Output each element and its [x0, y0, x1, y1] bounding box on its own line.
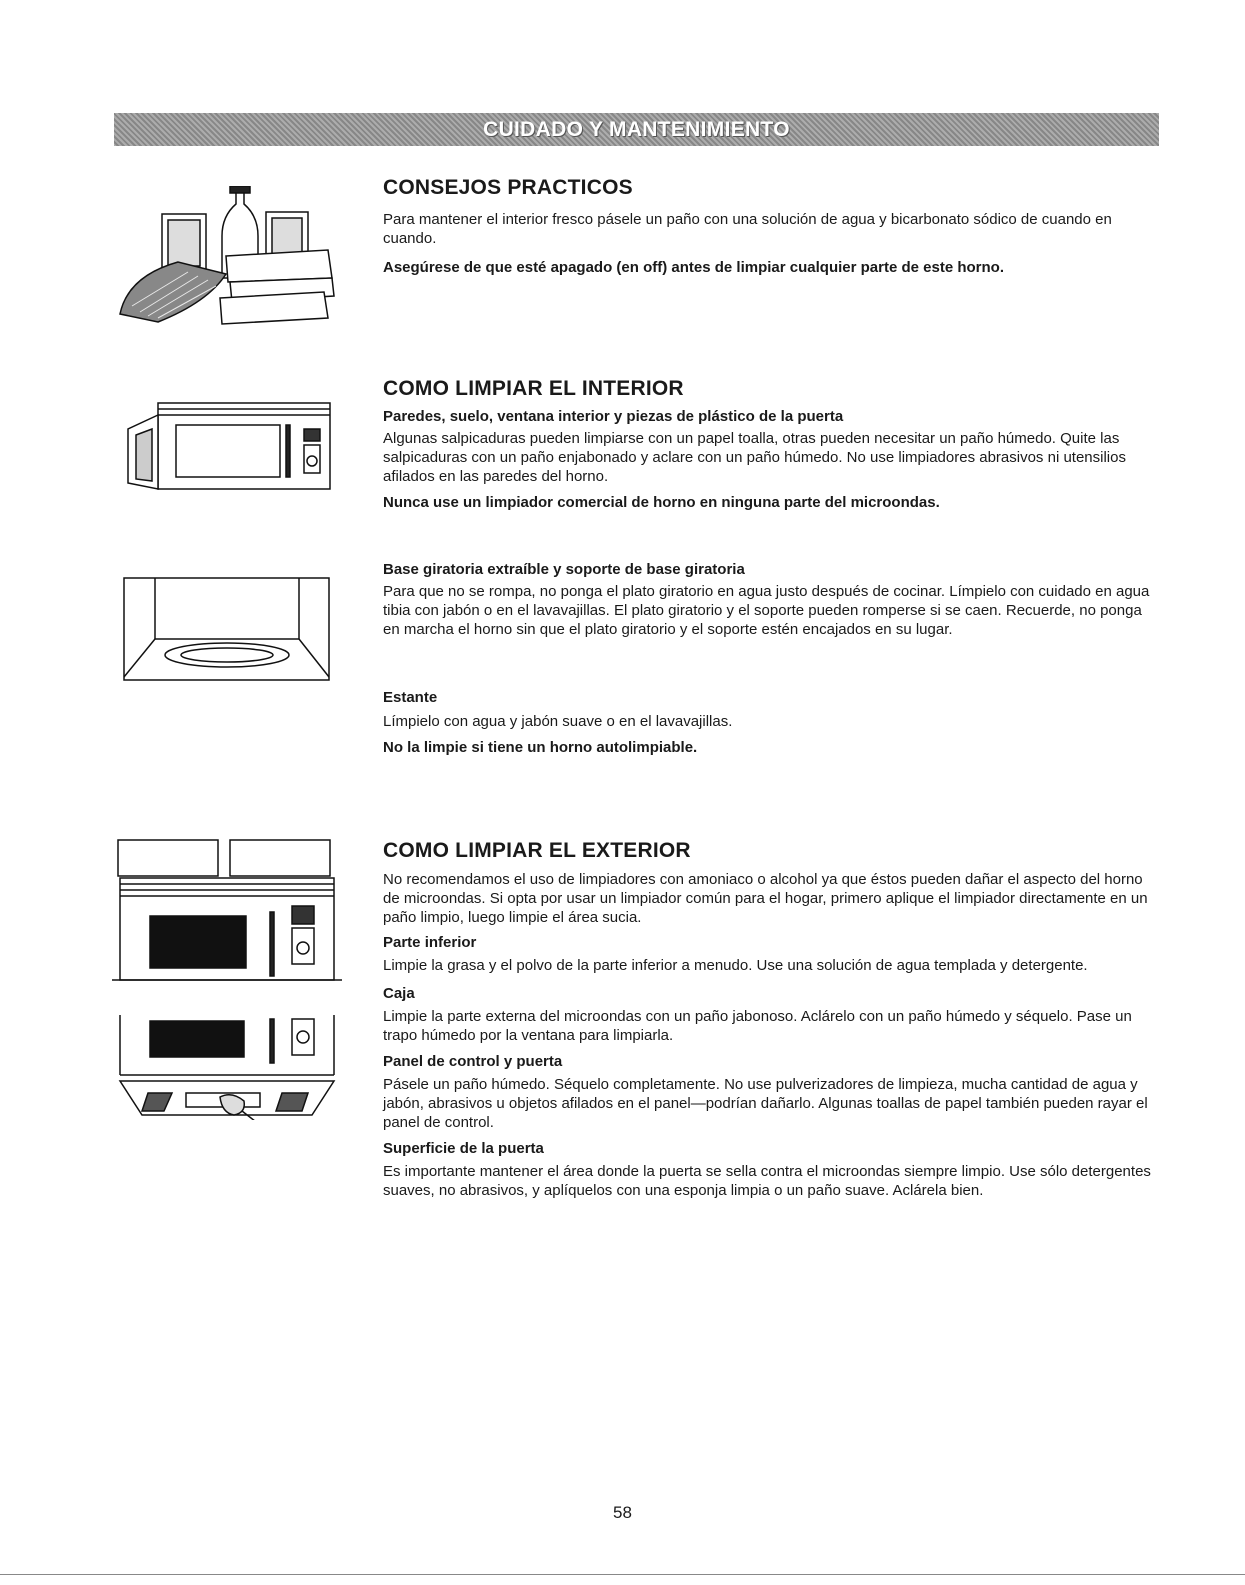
turntable-body: Para que no se rompa, no ponga el plato giratorio en agua justo después de cocinar. Límpielo con cuidado en agua tibia con jabón o en el lavavajillas. El plato giratorio y el soporte pueden romperse si se caen. Recuerde, no ponga en marcha el horno sin que el plato giratorio y el soporte estén encajados en su lugar.: [383, 583, 1150, 638]
rack-warning: No la limpie si tiene un horno autolimpiable.: [383, 739, 698, 756]
tips-body: Para mantener el interior fresco pásele un paño con una solución de agua y bicarbonato sódico de cuando en cuando.: [383, 211, 1112, 247]
turntable-interior-illustration: [123, 577, 331, 682]
microwave-exterior-illustration: [112, 838, 342, 988]
interior-title: COMO LIMPIAR EL INTERIOR: [383, 377, 684, 400]
underside-cleaning-illustration: [112, 1015, 342, 1120]
cleaning-supplies-illustration: [118, 186, 340, 328]
page-number: 58: [613, 1503, 632, 1522]
section-title: CUIDADO Y MANTENIMIENTO: [483, 117, 790, 141]
turntable-heading: Base giratoria extraíble y soporte de base giratoria: [383, 561, 745, 578]
case-body: Limpie la parte externa del microondas con un paño jabonoso. Aclárelo con un paño húmedo y séquelo. Pase un trapo húmedo por la ventana para limpiarla.: [383, 1008, 1132, 1044]
section-banner: [114, 113, 1159, 146]
panel-body: Pásele un paño húmedo. Séquelo completamente. No use pulverizadores de limpieza, mucha cantidad de agua y jabón, abrasivos u objetos afilados en el panel—podrían dañarlo. Algunas toallas de papel también pueden rayar el panel de control.: [383, 1076, 1148, 1131]
rack-body: Límpielo con agua y jabón suave o en el lavavajillas.: [383, 713, 733, 730]
interior-section: [383, 377, 1153, 512]
exterior-section: [383, 839, 1153, 1200]
open-microwave-illustration: [118, 401, 336, 493]
exterior-title: COMO LIMPIAR EL EXTERIOR: [383, 839, 691, 862]
bottom-heading: Parte inferior: [383, 934, 477, 951]
turntable-section: [383, 561, 1153, 639]
door-body: Es importante mantener el área donde la puerta se sella contra el microondas siempre limpio. Use sólo detergentes suaves, no abrasivos, y aplíquelos con una esponja limpia o un paño suave. Aclárela bien.: [383, 1163, 1151, 1199]
tips-title: CONSEJOS PRACTICOS: [383, 176, 633, 199]
tips-section: [383, 176, 1153, 277]
tips-warning: Asegúrese de que esté apagado (en off) antes de limpiar cualquier parte de este horno.: [383, 259, 1004, 276]
panel-heading: Panel de control y puerta: [383, 1053, 563, 1070]
rack-section: [383, 689, 1153, 757]
exterior-intro: No recomendamos el uso de limpiadores con amoniaco o alcohol ya que éstos pueden dañar el aspecto del horno de microondas. Si opta por usar un limpiador común para el hogar, primero aplique el limpiador directamente en un paño limpio, luego limpie el área sucia.: [383, 871, 1148, 926]
bottom-divider: [0, 1574, 1245, 1575]
bottom-body: Limpie la grasa y el polvo de la parte inferior a menudo. Use una solución de agua templada y detergente.: [383, 957, 1088, 974]
interior-walls-body: Algunas salpicaduras pueden limpiarse con un papel toalla, otras pueden necesitar un paño húmedo. Quite las salpicaduras con un paño enjabonado y aclare con un paño húmedo. No use limpiadores abrasivos ni utensilios afilados en las paredes del horno.: [383, 430, 1126, 485]
case-heading: Caja: [383, 985, 415, 1002]
rack-heading: Estante: [383, 689, 438, 706]
interior-walls-warning: Nunca use un limpiador comercial de horno en ninguna parte del microondas.: [383, 494, 940, 511]
interior-walls-heading: Paredes, suelo, ventana interior y piezas de plástico de la puerta: [383, 408, 844, 425]
door-heading: Superficie de la puerta: [383, 1140, 544, 1157]
